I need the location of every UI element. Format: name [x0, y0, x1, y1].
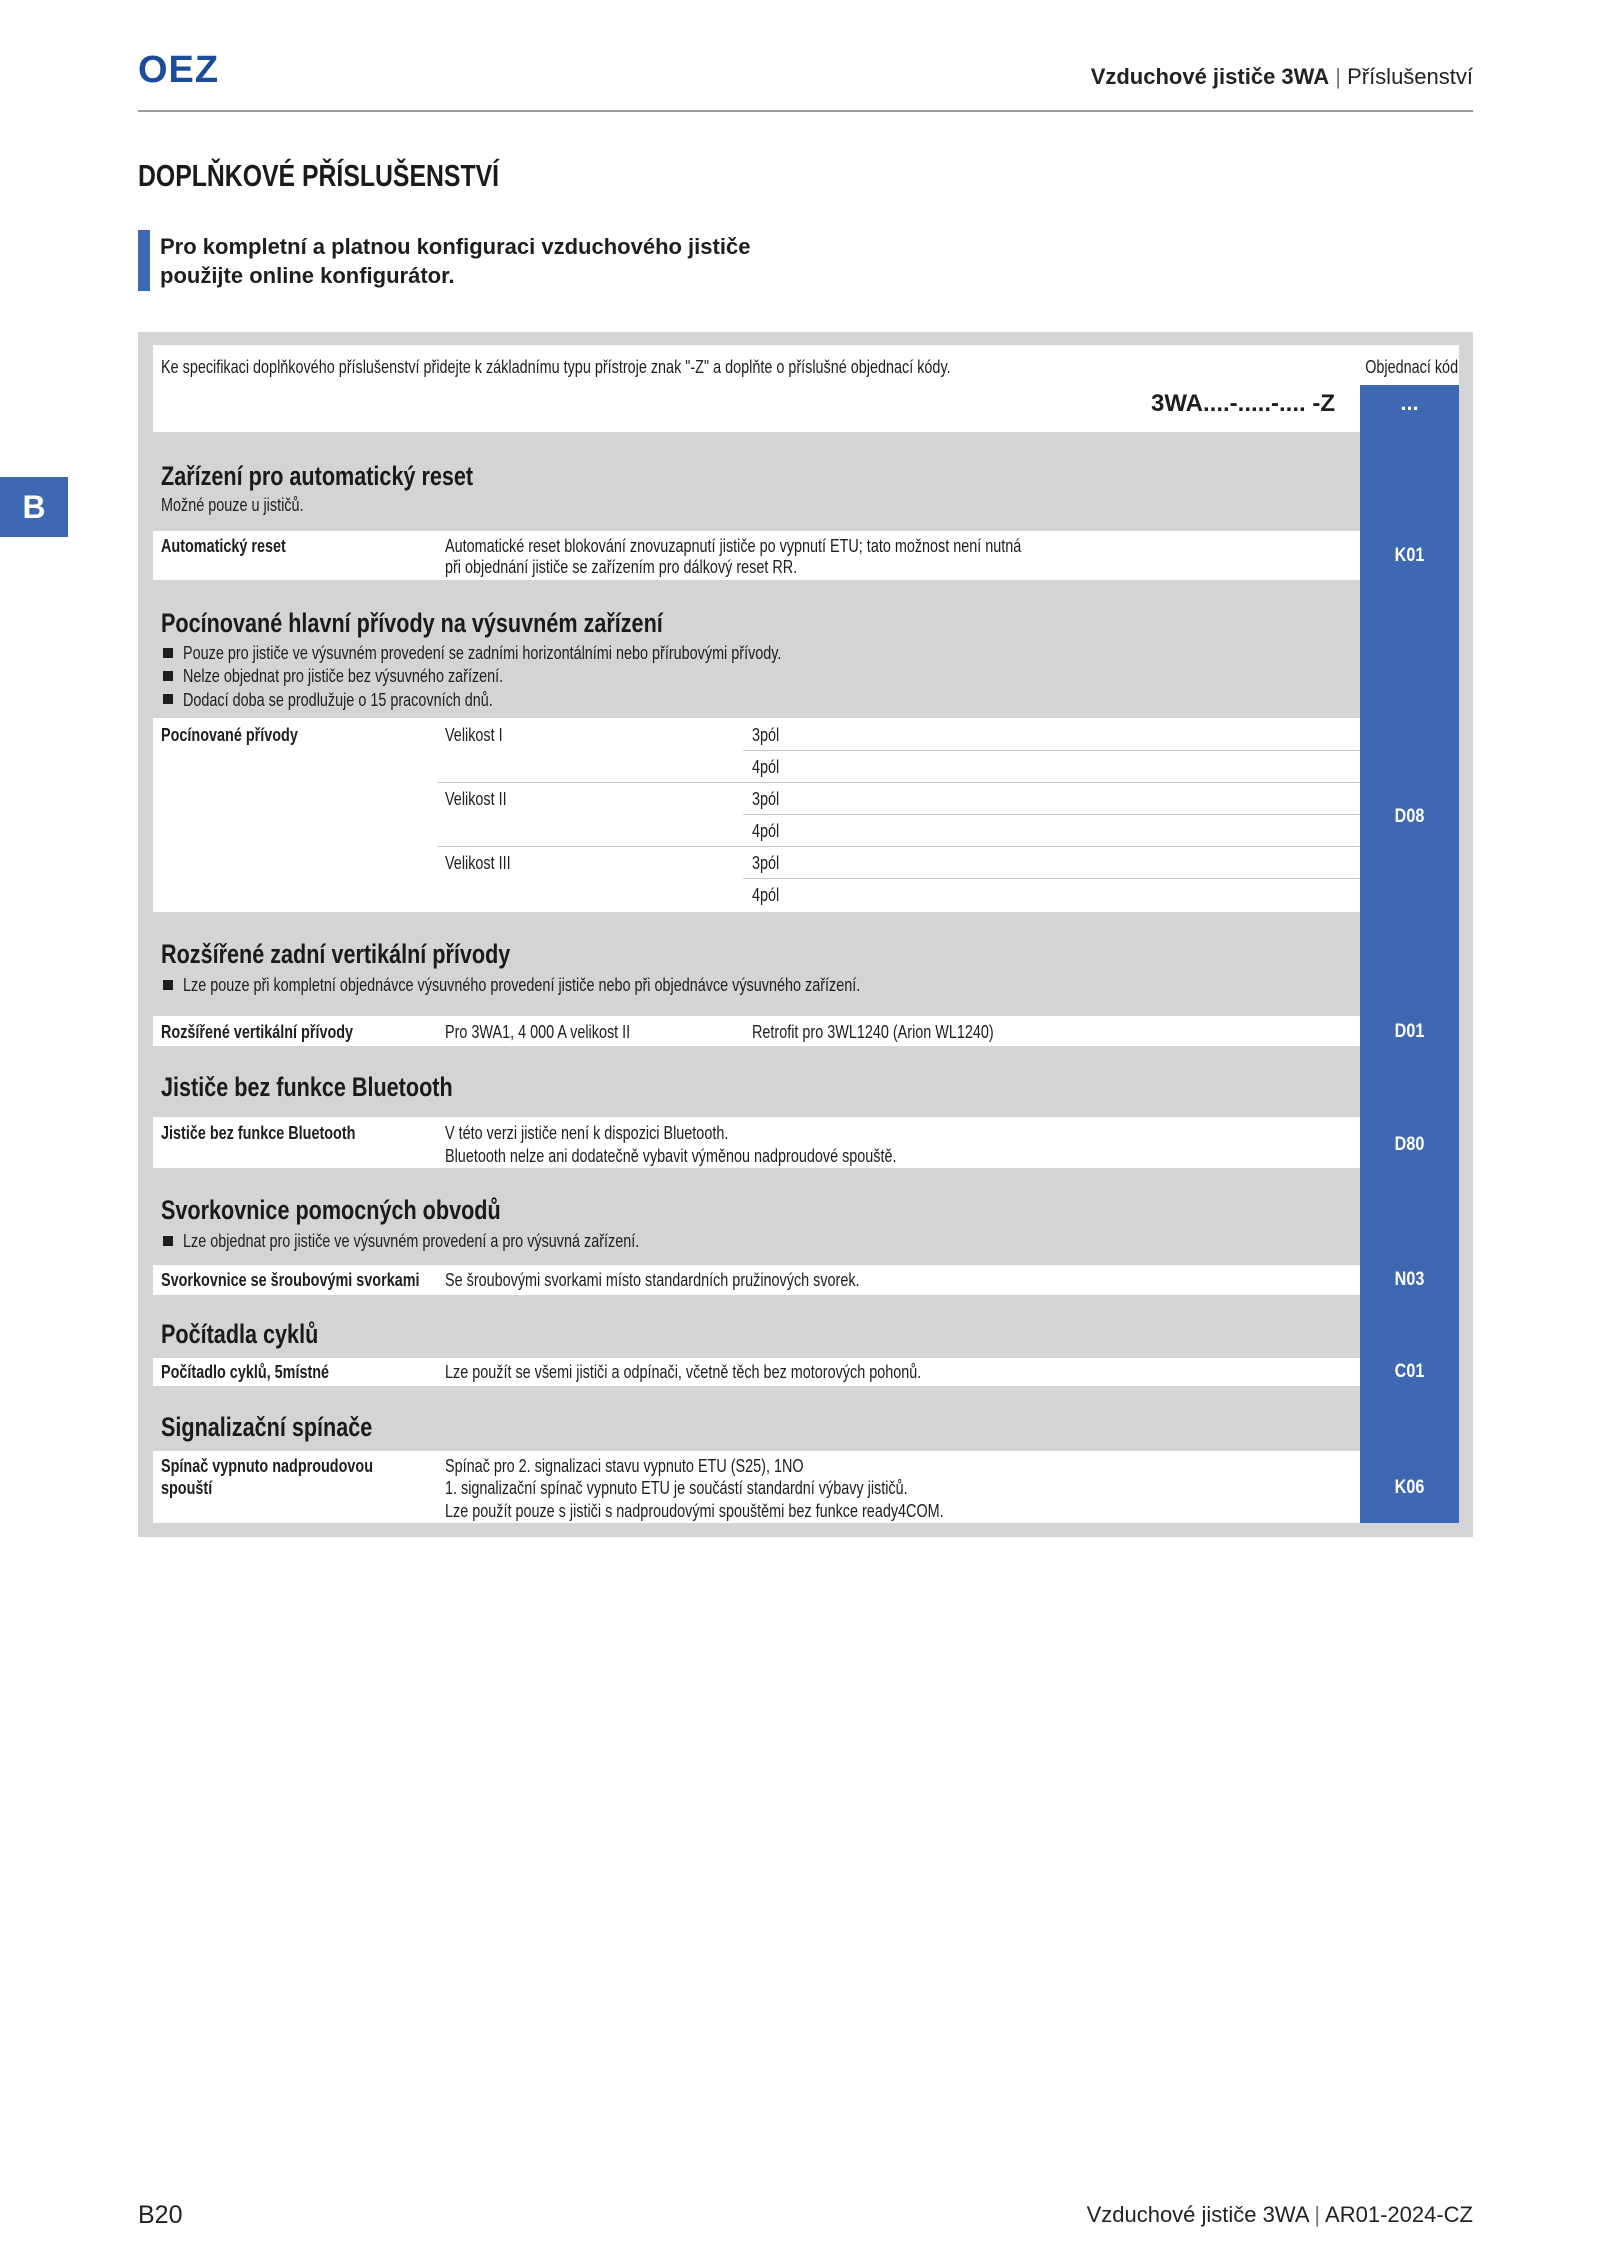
section-heading: Jističe bez funkce Bluetooth — [161, 1072, 453, 1102]
bullet-text: Dodací doba se prodlužuje o 15 pracovních dnů. — [183, 690, 493, 710]
row-divider — [438, 846, 1360, 847]
order-code: N03 — [1394, 1269, 1425, 1290]
order-code: D80 — [1394, 1134, 1425, 1155]
row-label: Pocínované přívody — [161, 725, 298, 745]
row-description-line: Lze použít pouze s jističi s nadproudovými spouštěmi bez funkce ready4COM. — [445, 1501, 944, 1521]
header-rule — [138, 110, 1473, 112]
callout-line: Pro kompletní a platnou konfiguraci vzduchového jističe — [160, 234, 751, 259]
row-description-line: 1. signalizační spínač vypnuto ETU je součástí standardní výbavy jističů. — [445, 1478, 908, 1498]
section-heading: Počítadla cyklů — [161, 1319, 319, 1349]
section-heading: Rozšířené zadní vertikální přívody — [161, 939, 511, 969]
section-heading: Svorkovnice pomocných obvodů — [161, 1195, 501, 1225]
footer-separator: | — [1314, 2202, 1321, 2227]
header-section: Příslušenství — [1347, 64, 1473, 89]
row-size: Velikost III — [445, 853, 511, 873]
order-code: D01 — [1394, 1021, 1425, 1042]
order-code: K01 — [1394, 545, 1425, 566]
row-label: spouští — [161, 1478, 213, 1498]
accessories-table — [138, 332, 1473, 1537]
bullet-icon — [163, 980, 173, 990]
row-label: Svorkovnice se šroubovými svorkami — [161, 1270, 420, 1290]
bullet-icon — [163, 1236, 173, 1246]
section-heading: Pocínované hlavní přívody na výsuvném zařízení — [161, 608, 663, 638]
bullet-text: Lze pouze při kompletní objednávce výsuvného provedení jističe nebo při objednávce výsuvného zařízení. — [183, 975, 861, 995]
side-tab-letter: B — [22, 489, 46, 525]
row-pole: 3pól — [752, 853, 780, 873]
order-code-header: Objednací kód — [1365, 357, 1458, 377]
row-pole: 4pól — [752, 821, 780, 841]
bullet-text: Lze objednat pro jističe ve výsuvném provedení a pro výsuvná zařízení. — [183, 1231, 640, 1251]
type-pattern: 3WA....-.....-.... -Z — [1151, 390, 1335, 417]
header-title — [1091, 63, 1473, 91]
row-divider — [743, 814, 1360, 815]
row-pole: 4pól — [752, 757, 780, 777]
row-label: Počítadlo cyklů, 5místné — [161, 1362, 330, 1382]
section-heading: Signalizační spínače — [161, 1412, 373, 1442]
order-code: C01 — [1394, 1361, 1425, 1382]
table-row — [153, 718, 1360, 912]
callout-line: použijte online konfigurátor. — [160, 263, 455, 288]
row-label: Spínač vypnuto nadproudovou — [161, 1456, 373, 1476]
page-title: DOPLŇKOVÉ PŘÍSLUŠENSTVÍ — [138, 158, 500, 193]
footer-product: Vzduchové jističe 3WA — [1086, 2202, 1309, 2227]
order-code-placeholder: ... — [1400, 390, 1419, 415]
row-description-line: Lze použít se všemi jističi a odpínači, včetně těch bez motorových pohonů. — [445, 1362, 922, 1382]
side-tab — [0, 477, 68, 537]
footer-doc-code: AR01-2024-CZ — [1325, 2202, 1473, 2227]
row-description-line: Se šroubovými svorkami místo standardních pružinových svorek. — [445, 1270, 860, 1290]
section-heading: Zařízení pro automatický reset — [161, 461, 474, 491]
order-code: D08 — [1394, 806, 1425, 827]
row-remark: Retrofit pro 3WL1240 (Arion WL1240) — [752, 1022, 994, 1042]
row-description-line: V této verzi jističe není k dispozici Bluetooth. — [445, 1123, 729, 1143]
row-label: Automatický reset — [161, 536, 286, 556]
section-note: Možné pouze u jističů. — [161, 495, 304, 515]
row-description-line: Automatické reset blokování znovuzapnutí jističe po vypnutí ETU; tato možnost není nutná — [445, 536, 1022, 556]
row-pole: 4pól — [752, 885, 780, 905]
row-divider — [743, 750, 1360, 751]
row-label: Rozšířené vertikální přívody — [161, 1022, 354, 1042]
bullet-icon — [163, 648, 173, 658]
order-code: K06 — [1394, 1477, 1425, 1498]
bullet-text: Pouze pro jističe ve výsuvném provedení se zadními horizontálními nebo přírubovými přívody. — [183, 643, 782, 663]
row-description-line: Bluetooth nelze ani dodatečně vybavit výměnou nadproudové spouště. — [445, 1146, 897, 1166]
bullet-icon — [163, 671, 173, 681]
footer-doc — [1087, 2201, 1473, 2229]
callout-bar — [138, 230, 150, 291]
row-size: Velikost I — [445, 725, 503, 745]
row-description-line: Spínač pro 2. signalizaci stavu vypnuto ETU (S25), 1NO — [445, 1456, 804, 1476]
row-pole: 3pól — [752, 725, 780, 745]
bullet-icon — [163, 694, 173, 704]
row-divider — [438, 782, 1360, 783]
header-product: Vzduchové jističe 3WA — [1090, 64, 1330, 89]
row-pole: 3pól — [752, 789, 780, 809]
bullet-text: Nelze objednat pro jističe bez výsuvného zařízení. — [183, 666, 504, 686]
oez-logo: OEZ — [138, 49, 220, 91]
table-intro: Ke specifikaci doplňkového příslušenství přidejte k základnímu typu přístroje znak "-Z" a doplňte o příslušné objednací kódy. — [161, 357, 951, 377]
row-variant: Pro 3WA1, 4 000 A velikost II — [445, 1022, 631, 1042]
row-description-line: při objednání jističe se zařízením pro dálkový reset RR. — [445, 557, 798, 577]
row-divider — [743, 878, 1360, 879]
page-number: B20 — [138, 2201, 183, 2229]
row-size: Velikost II — [445, 789, 507, 809]
row-label: Jističe bez funkce Bluetooth — [161, 1123, 356, 1143]
header-separator: | — [1335, 64, 1341, 89]
